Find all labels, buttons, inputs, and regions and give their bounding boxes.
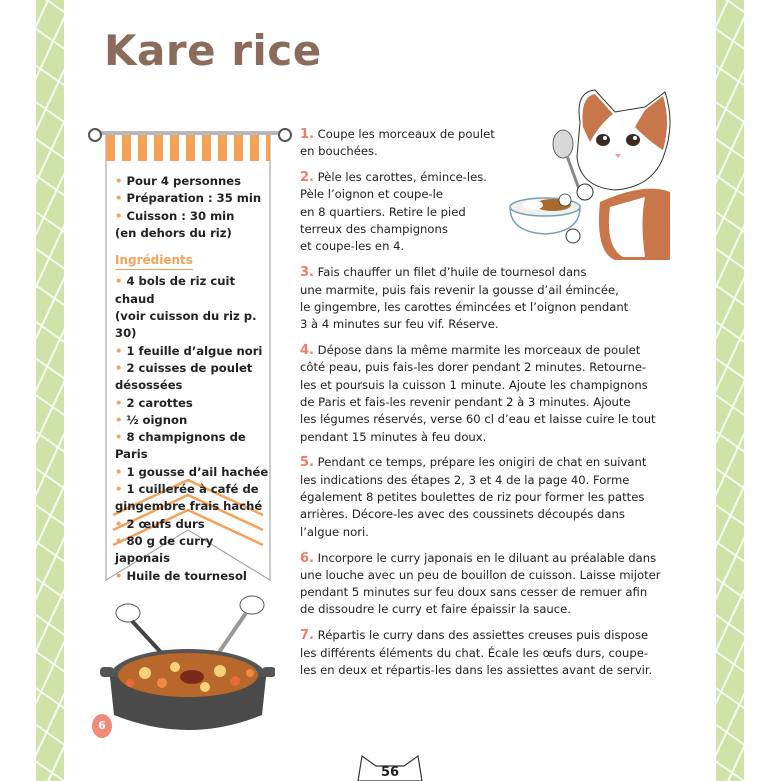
recipe-info xyxy=(115,173,270,585)
ingredient: • 4 bols de riz cuit chaud xyxy=(115,274,236,306)
ingredient: • 1 feuille d’algue nori xyxy=(115,343,263,358)
step-3: 3. Fais chauffer un filet d’huile de tournesol dans une marmite, puis fais revenir la gousse d’ail émincée, le gingembre, les carottes émincées et l’oignon pendant 3 à 4 minutes sur feu vif. Réserve. xyxy=(300,265,629,332)
cook-note: (en dehors du riz) xyxy=(115,225,232,240)
step-2: 2. Pèle les carottes, émince-les. Pèle l’oignon et coupe-le en 8 quartiers. Retire le pied terreux des champignons et coupe-les en 4. xyxy=(300,170,487,254)
cook-time: • Cuisson : 30 min xyxy=(115,208,235,223)
ingredient-note: (voir cuisson du riz p. 30) xyxy=(115,309,257,341)
step-4: 4. Dépose dans la même marmite les morceaux de poulet côté peau, puis fais-les dorer pendant 2 minutes. Retourne- les et poursuis la cuisson 1 minute. Ajoute les champignons de Paris et fais-les revenir pendant 2 à 3 minutes. Ajoute les légumes réservés, verse 60 cl d’eau et laisse cuire le tout pendant 15 minutes à feu doux. xyxy=(300,343,656,444)
ingredients-heading: Ingrédients xyxy=(115,252,193,270)
cat-eating-illustration xyxy=(505,82,675,262)
page-title: Kare rice xyxy=(104,26,322,75)
banner-rod-end-right xyxy=(278,128,292,142)
ingredient: • 2 cuisses de poulet xyxy=(115,360,253,375)
left-decorative-border xyxy=(36,0,64,781)
ingredient-cont: gingembre frais haché xyxy=(115,499,263,514)
step-1: 1. Coupe les morceaux de poulet en bouchées. xyxy=(300,127,495,159)
banner-rod-end-left xyxy=(88,128,102,142)
step-6: 6. Incorpore le curry japonais en le diluant au préalable dans une louche avec un peu de bouillon de cuisson. Laisse mijoter pendant 5 minutes sur feu doux sans cesser de remuer afin de dissoudre le curry et faire épaissir la sauce. xyxy=(300,550,661,617)
page-number: 56 xyxy=(380,765,400,780)
prep-time: • Préparation : 35 min xyxy=(115,191,262,206)
ingredient: • 80 g de curry japonais xyxy=(115,533,214,566)
curry-pot-illustration xyxy=(100,595,275,745)
ingredient: • 1 cuillerée à café de xyxy=(115,482,259,497)
banner-stripes xyxy=(106,135,270,161)
ingredient: • ½ oignon xyxy=(115,412,188,427)
right-decorative-border xyxy=(716,0,744,781)
page-tag: 6 xyxy=(92,714,112,738)
ingredient: • 1 gousse d’ail hachée xyxy=(115,464,269,479)
ingredients-banner xyxy=(103,135,273,585)
ingredient: • 8 champignons de Paris xyxy=(115,430,246,462)
step-5: 5. Pendant ce temps, prépare les onigiri de chat en suivant les indications des étapes 2, 3 et 4 de la page 40. Forme également 8 petites boulettes de riz pour former les pattes arrières. Décore-les avec des coussinets découpés dans l’algue nori. xyxy=(300,455,647,539)
ingredient-cont: désossées xyxy=(115,378,183,393)
ingredient: • 2 œufs durs xyxy=(115,516,205,531)
step-7: 7. Répartis le curry dans des assiettes creuses puis dispose les différents éléments du chat. Écale les œufs durs, coupe- les en deux et répartis-les dans les assiettes avant de servir. xyxy=(300,628,653,677)
servings: • Pour 4 personnes xyxy=(115,174,242,188)
ingredient: • 2 carottes xyxy=(115,395,193,410)
ingredient: • Huile de tournesol xyxy=(115,568,247,583)
